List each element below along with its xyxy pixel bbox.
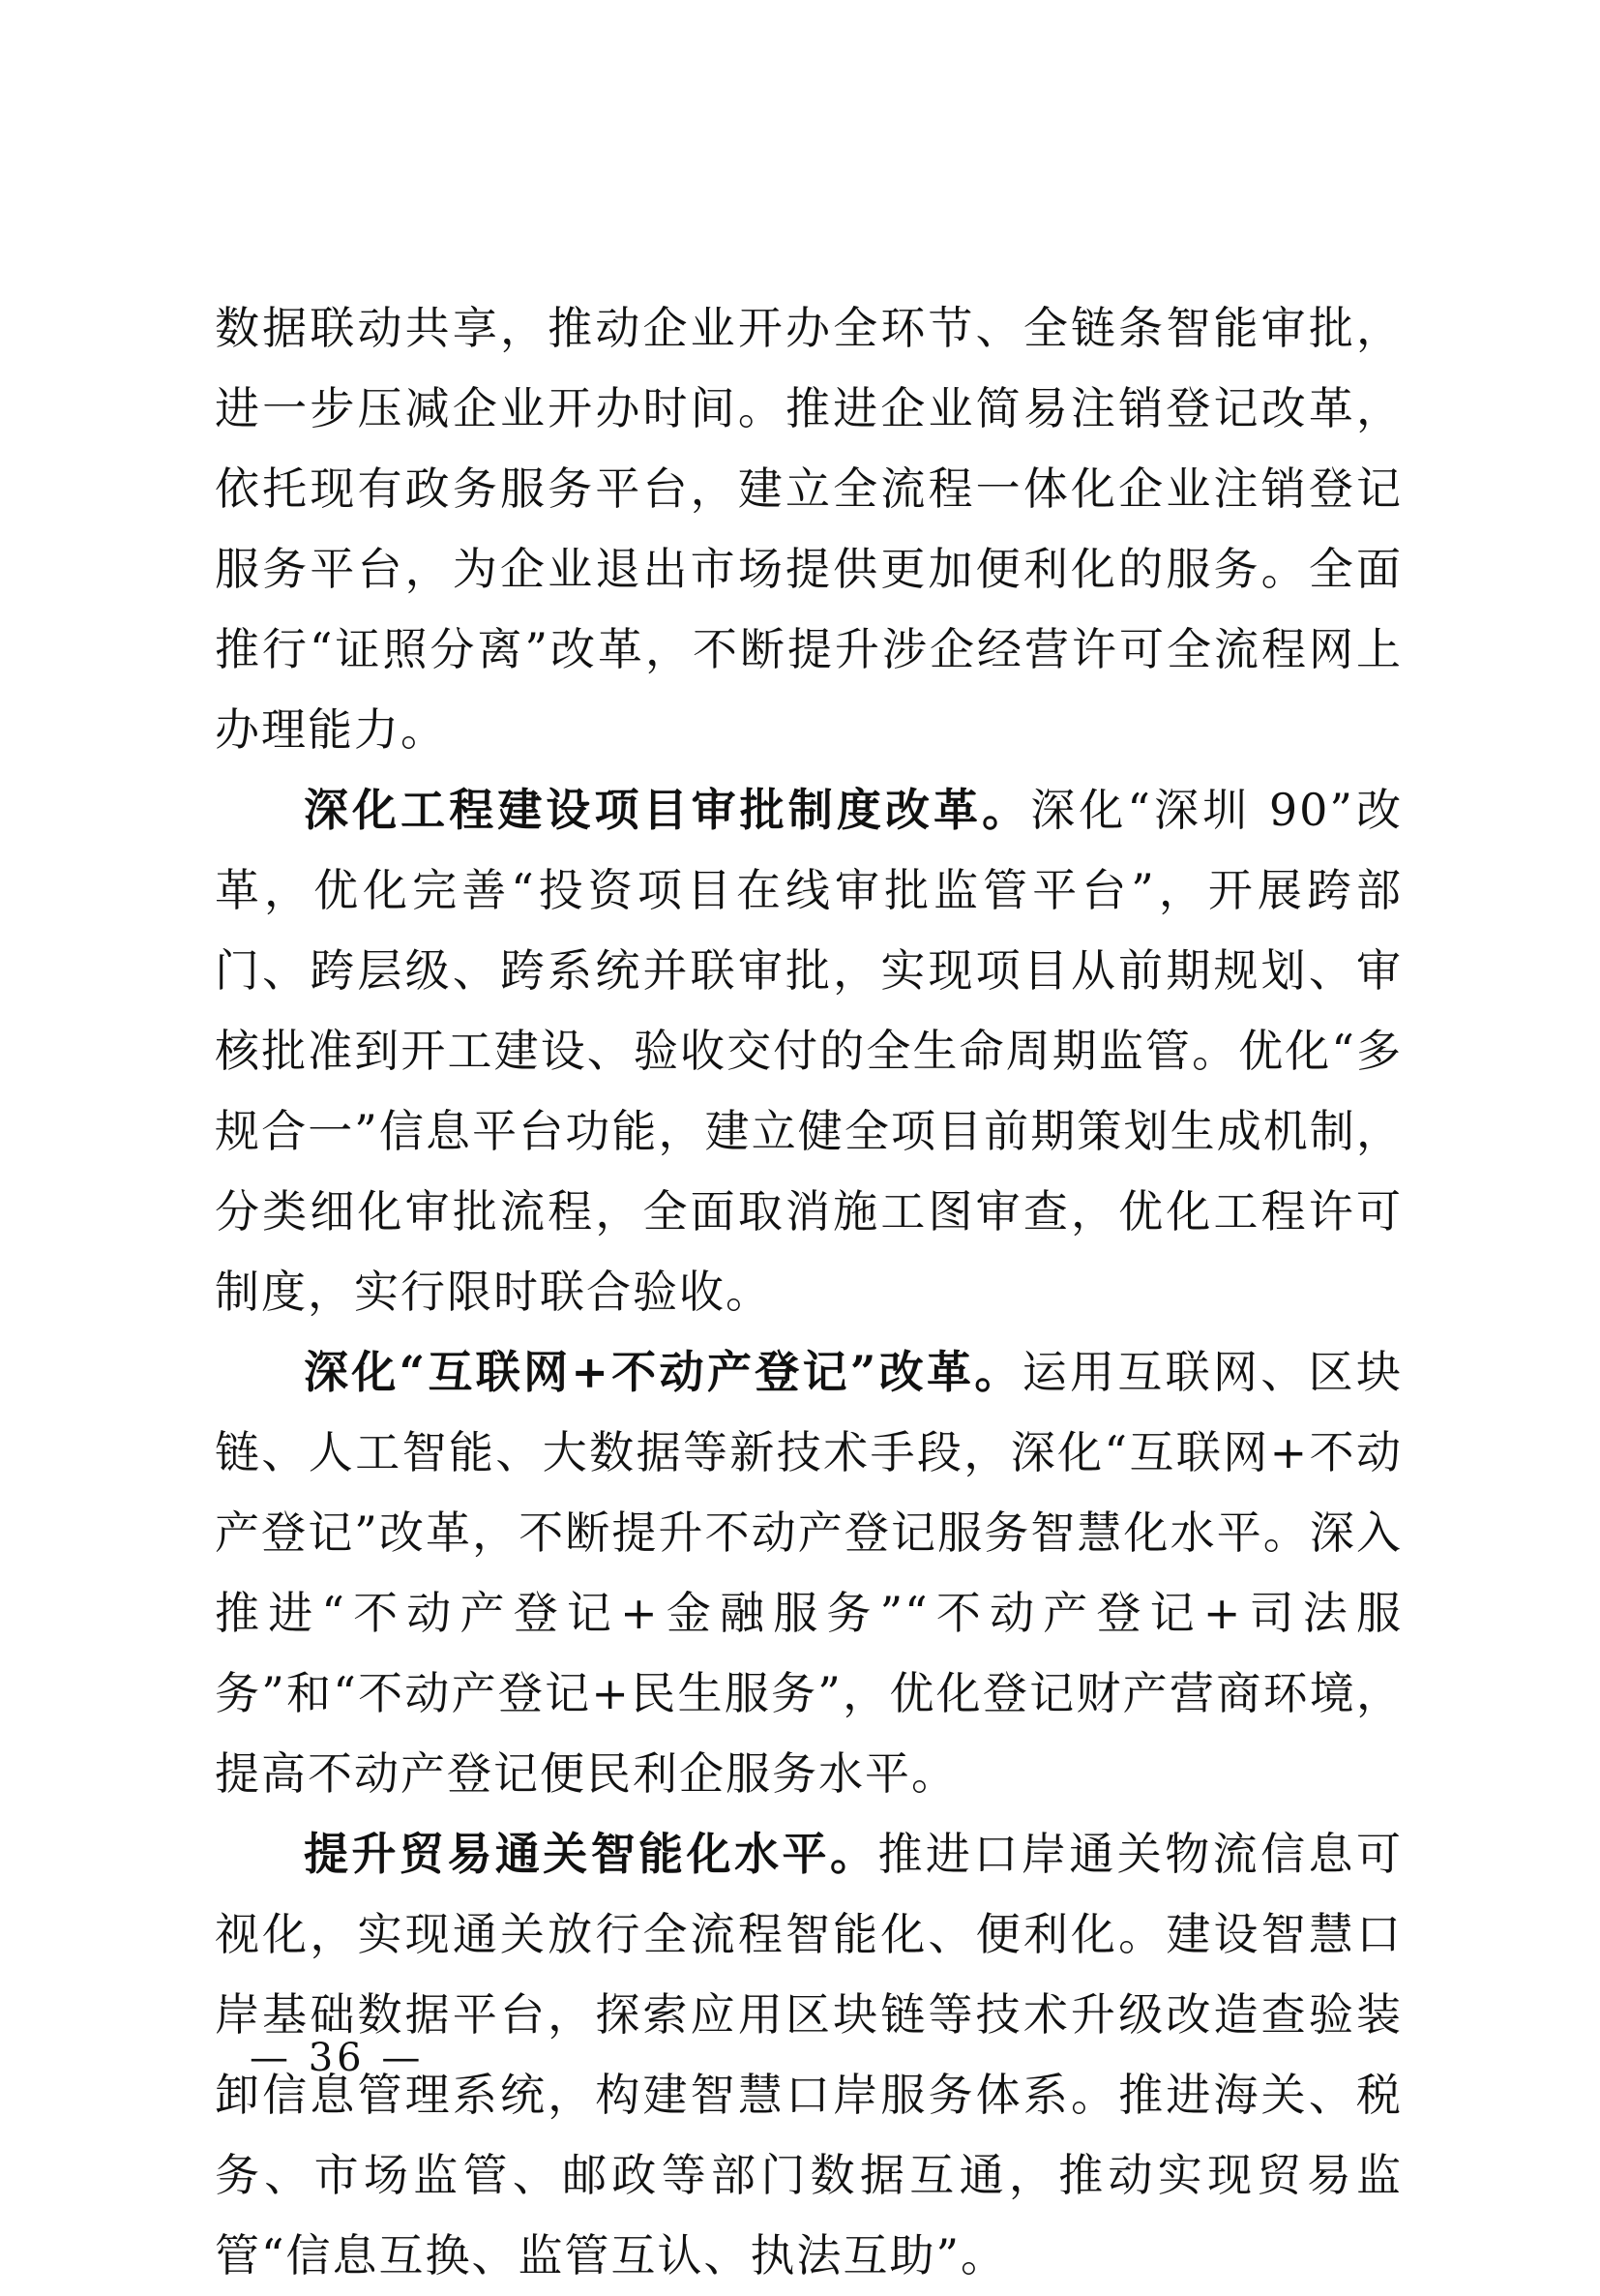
- page-number: — 36 —: [250, 2036, 425, 2080]
- body-text: [215, 288, 1403, 2296]
- paragraph-heading: 深化“互联网+不动产登记”改革。: [304, 1346, 1022, 1398]
- paragraph-heading: 深化工程建设项目审批制度改革。: [304, 784, 1031, 836]
- paragraph-text: 推进口岸通关物流信息可视化，实现通关放行全流程智能化、便利化。建设智慧口岸基础数据平台，探索应用区块链等技术升级改造查验装卸信息管理系统，构建智慧口岸服务体系。推进海关、税务、市场监管、邮政等部门数据互通，推动实现贸易监管“信息互换、监管互认、执法互助”。: [215, 1828, 1404, 2281]
- paragraph-continuation: [215, 288, 1403, 770]
- paragraph-property-registration-reform: [215, 1332, 1403, 1814]
- paragraph-heading: 提升贸易通关智能化水平。: [304, 1828, 878, 1880]
- paragraph-text: 运用互联网、区块链、人工智能、大数据等新技术手段，深化“互联网+不动产登记”改革，不断提升不动产登记服务智慧化水平。深入推进“不动产登记+金融服务”“不动产登记+司法服务”和“不动产登记+民生服务”，优化登记财产营商环境，提高不动产登记便民利企服务水平。: [215, 1346, 1403, 1800]
- paragraph-project-approval-reform: [215, 770, 1403, 1332]
- paragraph-text: 数据联动共享，推动企业开办全环节、全链条智能审批，进一步压减企业开办时间。推进企业简易注销登记改革，依托现有政务服务平台，建立全流程一体化企业注销登记服务平台，为企业退出市场提供更加便利化的服务。全面推行“证照分离”改革，不断提升涉企经营许可全流程网上办理能力。: [215, 302, 1403, 756]
- paragraph-text: 深化“深圳 90”改革，优化完善“投资项目在线审批监管平台”，开展跨部门、跨层级、跨系统并联审批，实现项目从前期规划、审核批准到开工建设、验收交付的全生命周期监管。优化“多规合一”信息平台功能，建立健全项目前期策划生成机制，分类细化审批流程，全面取消施工图审查，优化工程许可制度，实行限时联合验收。: [215, 784, 1403, 1318]
